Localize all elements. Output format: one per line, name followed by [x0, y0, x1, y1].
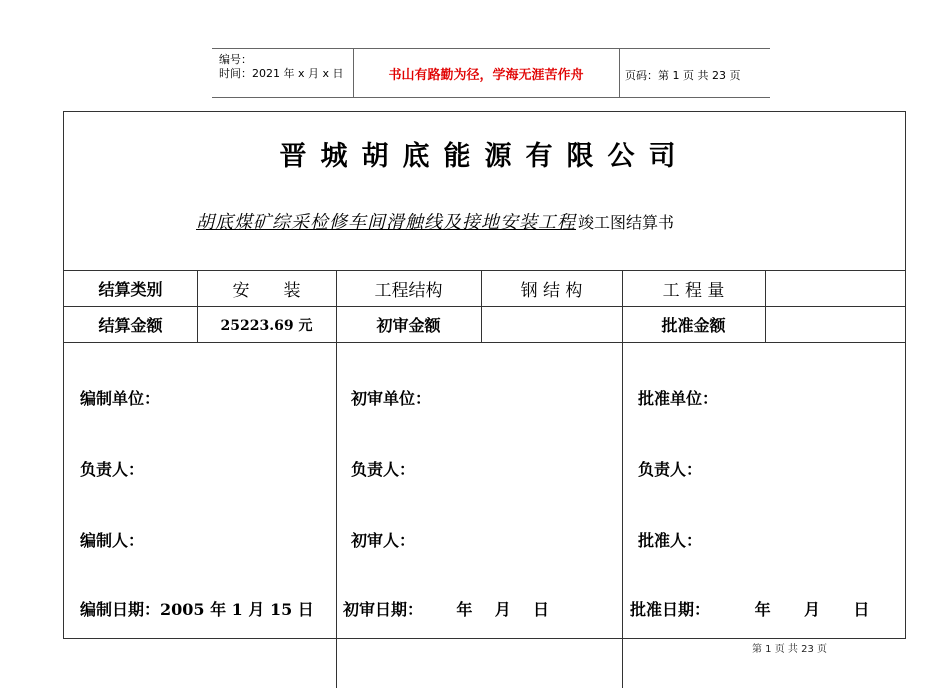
- value-quantity: [765, 271, 905, 306]
- number-label: 编号：: [219, 53, 252, 66]
- motto-text: 书山有路勤为径，学海无涯苦作舟: [353, 49, 620, 97]
- time-label: 时间：2021 年 x 月 x 日: [219, 67, 344, 80]
- document-subtitle: [196, 208, 674, 234]
- compiler-person-label: 负责人：: [80, 460, 145, 479]
- page-footer: 第 1 页 共 23 页: [752, 644, 827, 655]
- table-bottom-rule: [64, 342, 905, 343]
- approval-maker-label: 批准人：: [638, 531, 703, 550]
- label-quantity: 工 程 量: [662, 281, 725, 301]
- title-suffix: 竣工图结算书: [578, 213, 675, 232]
- compiler-date-label: 编制日期：2005 年 1 月 15 日: [80, 600, 314, 619]
- settlement-form: [63, 111, 906, 639]
- approval-person-label: 负责人：: [638, 460, 703, 479]
- preliminary-unit-label: 初审单位：: [351, 389, 432, 408]
- value-preliminary-amount: [481, 307, 622, 342]
- label-approved-amount: 批准金额: [661, 316, 726, 335]
- value-approved-amount: [765, 307, 905, 342]
- label-preliminary-amount: 初审金额: [376, 316, 441, 335]
- value-engineering-structure: 钢 结 构: [520, 281, 583, 301]
- approval-date-label: 批准日期： 年 月 日: [630, 600, 870, 619]
- value-settlement-amount: 25223.69 元: [220, 317, 313, 334]
- preliminary-date-label: 初审日期： 年 月 日: [343, 600, 549, 619]
- company-title: 晋城胡底能源有限公司: [279, 141, 690, 172]
- preliminary-person-label: 负责人：: [351, 460, 416, 479]
- compiler-maker-label: 编制人：: [80, 531, 145, 550]
- page-number-label: 页码：第 1 页 共 23 页: [625, 69, 741, 82]
- header-meta-cell: [212, 49, 354, 97]
- label-engineering-structure: 工程结构: [374, 281, 443, 301]
- label-settlement-amount: 结算金额: [98, 316, 163, 335]
- approval-unit-label: 批准单位：: [638, 389, 719, 408]
- value-settlement-type: 安 装: [232, 281, 301, 301]
- compiler-unit-label: 编制单位：: [80, 389, 161, 408]
- page-header: [212, 48, 770, 98]
- preliminary-maker-label: 初审人：: [351, 531, 416, 550]
- project-title: 胡底煤矿综采检修车间滑触线及接地安装工程: [196, 212, 576, 233]
- label-settlement-type: 结算类别: [98, 280, 163, 299]
